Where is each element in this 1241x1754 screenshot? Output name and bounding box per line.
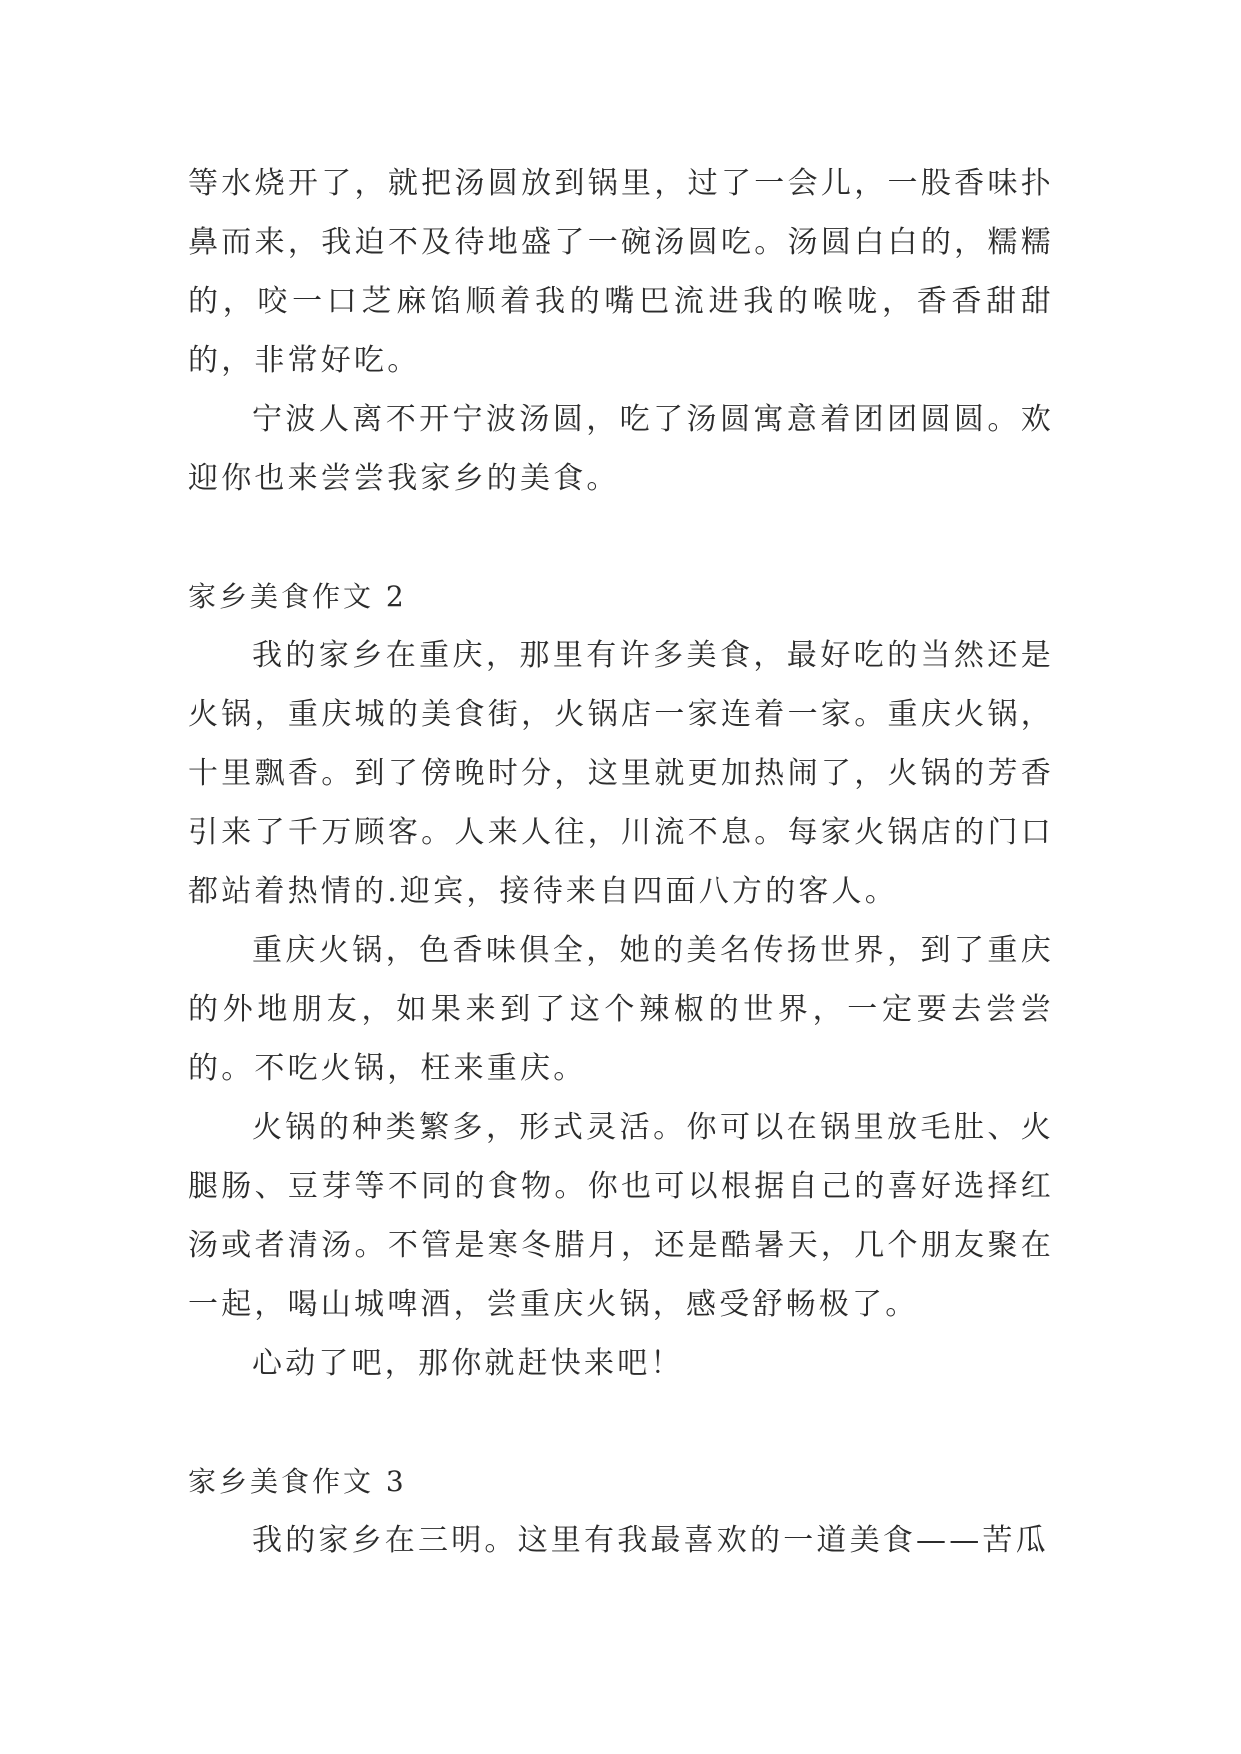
paragraph: 我的家乡在重庆，那里有许多美食，最好吃的当然还是火锅，重庆城的美食街，火锅店一家连着一家。重庆火锅，十里飘香。到了傍晚时分，这里就更加热闹了，火锅的芳香引来了千万顾客。人来人往，川流不息。每家火锅店的门口都站着热情的.迎宾，接待来自四面八方的客人。 [188,638,1054,909]
section-spacer [188,1393,1054,1452]
paragraph: 宁波人离不开宁波汤圆，吃了汤圆寓意着团团圆圆。欢迎你也来尝尝我家乡的美食。 [188,402,1054,496]
section-heading: 家乡美食作文 2 [188,580,407,613]
paragraph: 我的家乡在三明。这里有我最喜欢的一道美食——苦瓜 [252,1523,1049,1558]
paragraph: 等水烧开了，就把汤圆放到锅里，过了一会儿，一股香味扑鼻而来，我迫不及待地盛了一碗汤圆吃。汤圆白白的，糯糯的，咬一口芝麻馅顺着我的嘴巴流进我的喉咙，香香甜甜的，非常好吃。 [188,166,1054,378]
paragraph: 火锅的种类繁多，形式灵活。你可以在锅里放毛肚、火腿肠、豆芽等不同的食物。你也可以根据自己的喜好选择红汤或者清汤。不管是寒冬腊月，还是酷暑天，几个朋友聚在一起，喝山城啤酒，尝重庆火锅，感受舒畅极了。 [188,1110,1054,1322]
document-body [188,154,1054,1570]
paragraph: 重庆火锅，色香味俱全，她的美名传扬世界，到了重庆的外地朋友，如果来到了这个辣椒的世界，一定要去尝尝的。不吃火锅，枉来重庆。 [188,933,1054,1086]
section-spacer [188,508,1054,567]
section-heading: 家乡美食作文 3 [188,1465,407,1498]
paragraph: 心动了吧，那你就赶快来吧！ [252,1346,684,1381]
